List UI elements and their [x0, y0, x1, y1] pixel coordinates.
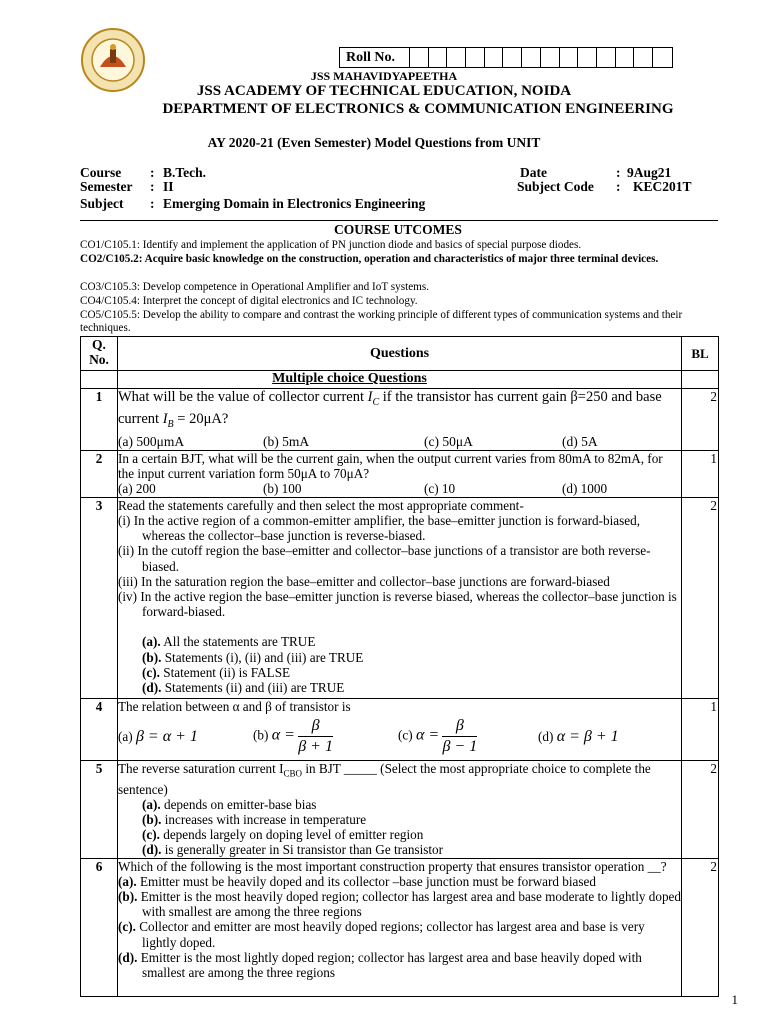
course-sep: : — [150, 165, 155, 180]
option: (d). Emitter is the most lightly doped region; collector has largest area and base heavily doped with smallest are among the three regions — [118, 949, 642, 981]
option: (a) 200 — [118, 481, 156, 497]
q5-text-b: in BJT _____ (Select the most appropriate choice to complete the sentence) — [118, 760, 651, 797]
college-name: JSS ACADEMY OF TECHNICAL EDUCATION, NOIDA — [196, 83, 572, 99]
question-number: 6 — [81, 858, 118, 996]
q3-text: Read the statements carefully and then select the most appropriate comment- — [118, 497, 524, 513]
empty-cell — [81, 371, 118, 389]
roll-cell[interactable] — [466, 48, 485, 67]
option: (b) α = $\frac{\beta}{\beta + 1}$ — [253, 716, 333, 755]
subject-sep: : — [150, 196, 155, 211]
roll-cell[interactable] — [560, 48, 579, 67]
outcomes-title: COURSE UTCOMES — [334, 222, 462, 237]
bloom-level: 2 — [682, 760, 719, 858]
col-questions-header: Questions — [118, 337, 682, 371]
exam-title: AY 2020-21 (Even Semester) Model Questions from UNIT — [207, 135, 541, 150]
statement: (iv) In the active region the base–emitter junction is reverse biased, whereas the collector–base junction is forward-biased. — [118, 589, 677, 620]
subject-code-sep: : — [616, 179, 621, 194]
q1-text-a: What will be the value of collector current — [118, 389, 368, 405]
option: (c) α = $\frac{\beta}{\beta - 1}$ — [398, 716, 478, 755]
option: (b) 5mA — [263, 433, 310, 449]
semester-value: II — [163, 179, 174, 194]
option: (c). Statement (ii) is FALSE — [142, 664, 291, 680]
bloom-level: 1 — [682, 450, 719, 497]
option: (c) 50μA — [424, 433, 473, 449]
question-text — [118, 760, 682, 858]
roll-cell[interactable] — [503, 48, 522, 67]
col-bl-header: BL — [682, 337, 719, 371]
table-row — [81, 389, 719, 451]
option: (d) 5A — [562, 433, 598, 449]
q1-ic-sub: C — [372, 396, 380, 408]
table-row — [81, 497, 719, 698]
option: (a) 500μmA — [118, 433, 185, 449]
statement: (i) In the active region of a common-emitter amplifier, the base–emitter junction is forward-biased, whereas the collector–base junction is reverse-biased. — [118, 512, 641, 544]
question-text — [118, 497, 682, 698]
course-value: B.Tech. — [163, 165, 207, 180]
date-label: Date — [520, 165, 547, 180]
option: (b). increases with increase in temperature — [142, 812, 367, 828]
roll-cell[interactable] — [522, 48, 541, 67]
q1-text-c: = 20μA? — [173, 410, 229, 427]
roll-cell[interactable] — [597, 48, 616, 67]
subject-label: Subject — [80, 196, 124, 211]
date-sep: : — [616, 165, 621, 180]
outcome-item: CO4/C105.4: Interpret the concept of digital electronics and IC technology. — [80, 295, 418, 307]
section-row — [81, 371, 719, 389]
option: (c). Collector and emitter are most heavily doped regions; collector has largest area and base is very lightly doped. — [118, 919, 645, 950]
question-number: 5 — [81, 760, 118, 858]
semester-label: Semester — [80, 179, 133, 194]
roll-cell[interactable] — [541, 48, 560, 67]
department-name: DEPARTMENT OF ELECTRONICS & COMMUNICATION ENGINEERING — [162, 101, 674, 117]
roll-cell[interactable] — [410, 48, 429, 67]
bloom-level: 2 — [682, 858, 719, 996]
question-text — [118, 698, 682, 760]
option: (a) β = α + 1 — [118, 727, 198, 745]
option: (b) 100 — [263, 481, 302, 497]
outcome-item: CO1/C105.1: Identify and implement the application of PN junction diode and basics of special purpose diodes. — [80, 239, 582, 251]
table-row — [81, 858, 719, 996]
table-row — [81, 698, 719, 760]
option: (d). is generally greater in Si transistor than Ge transistor — [142, 842, 444, 858]
option: (d) 1000 — [562, 481, 608, 497]
roll-cell[interactable] — [616, 48, 635, 67]
outcome-item: CO3/C105.3: Develop competence in Operational Amplifier and IoT systems. — [80, 281, 430, 293]
semester-sep: : — [150, 179, 155, 194]
option: (b). Emitter is the most heavily doped region; collector has largest area and base moderate to lightly doped with smallest are among the three regions — [118, 889, 682, 920]
question-number: 2 — [81, 450, 118, 497]
empty-cell — [682, 371, 719, 389]
page-number: 1 — [731, 992, 738, 1007]
q1-ib-sub: B — [167, 418, 174, 430]
outcome-item: CO2/C105.2: Acquire basic knowledge on the construction, operation and characteristics of major three terminal devices. — [80, 253, 659, 265]
option: (a). Emitter must be heavily doped and its collector –base junction must be forward biased — [118, 873, 596, 889]
question-number: 4 — [81, 698, 118, 760]
statement: (ii) In the cutoff region the base–emitter and collector–base junctions of a transistor are both reverse-biased. — [118, 543, 651, 574]
bloom-level: 2 — [682, 389, 719, 451]
q1-ic-symbol: I — [367, 389, 373, 405]
question-text — [118, 858, 682, 996]
table-header-row — [81, 337, 719, 371]
roll-number-label: Roll No. — [340, 48, 410, 67]
outcome-item: CO5/C105.5: Develop the ability to compare and contrast the working principle of different types of communication systems and their techniques. — [80, 309, 683, 334]
option: (c) 10 — [424, 481, 456, 497]
org-name: JSS MAHAVIDYAPEETHA — [310, 69, 458, 83]
q6-text: Which of the following is the most important construction property that ensures transistor operation __? — [118, 858, 667, 874]
question-number: 3 — [81, 497, 118, 698]
section-title: Multiple choice Questions — [272, 371, 427, 386]
table-row — [81, 760, 719, 858]
questions-table — [80, 336, 719, 997]
option: (d). Statements (ii) and (iii) are TRUE — [142, 680, 345, 696]
q5-sub: CBO — [283, 768, 303, 779]
subject-code-label: Subject Code — [517, 179, 594, 194]
q2-text: In a certain BJT, what will be the current gain, when the output current varies from 80mA to 82mA, for the input current variation form 50μA to 70μA? — [118, 450, 663, 481]
bloom-level: 2 — [682, 497, 719, 698]
option: (a). All the statements are TRUE — [142, 634, 316, 650]
q5-text-a: The reverse saturation current I — [118, 760, 284, 776]
subject-value: Emerging Domain in Electronics Engineering — [163, 196, 426, 211]
option: (d) α = β + 1 — [538, 727, 619, 745]
option: (a). depends on emitter-base bias — [142, 796, 317, 812]
question-number: 1 — [81, 389, 118, 451]
q1-ib-symbol: I — [162, 410, 168, 427]
q1-text-b: if the transistor has current gain β=250 and base current — [118, 389, 662, 427]
roll-cell[interactable] — [653, 48, 672, 67]
roll-cell[interactable] — [634, 48, 653, 67]
option: (b). Statements (i), (ii) and (iii) are TRUE — [142, 649, 364, 665]
roll-cell[interactable] — [429, 48, 448, 67]
date-value: 9Aug21 — [627, 165, 672, 180]
divider — [80, 220, 718, 221]
q4-text: The relation between α and β of transistor is — [118, 698, 351, 714]
roll-cell[interactable] — [447, 48, 466, 67]
statement: (iii) In the saturation region the base–emitter and collector–base junctions are forward-biased — [118, 573, 610, 589]
roll-cell[interactable] — [578, 48, 597, 67]
table-row — [81, 450, 719, 497]
question-text — [118, 389, 682, 451]
course-label: Course — [80, 165, 122, 180]
roll-number-box[interactable] — [339, 47, 673, 68]
col-qno-header: Q. No. — [81, 337, 118, 371]
question-text — [118, 450, 682, 497]
bloom-level: 1 — [682, 698, 719, 760]
roll-cell[interactable] — [485, 48, 504, 67]
subject-code-value: KEC201T — [633, 179, 692, 194]
option: (c). depends largely on doping level of emitter region — [142, 827, 424, 843]
